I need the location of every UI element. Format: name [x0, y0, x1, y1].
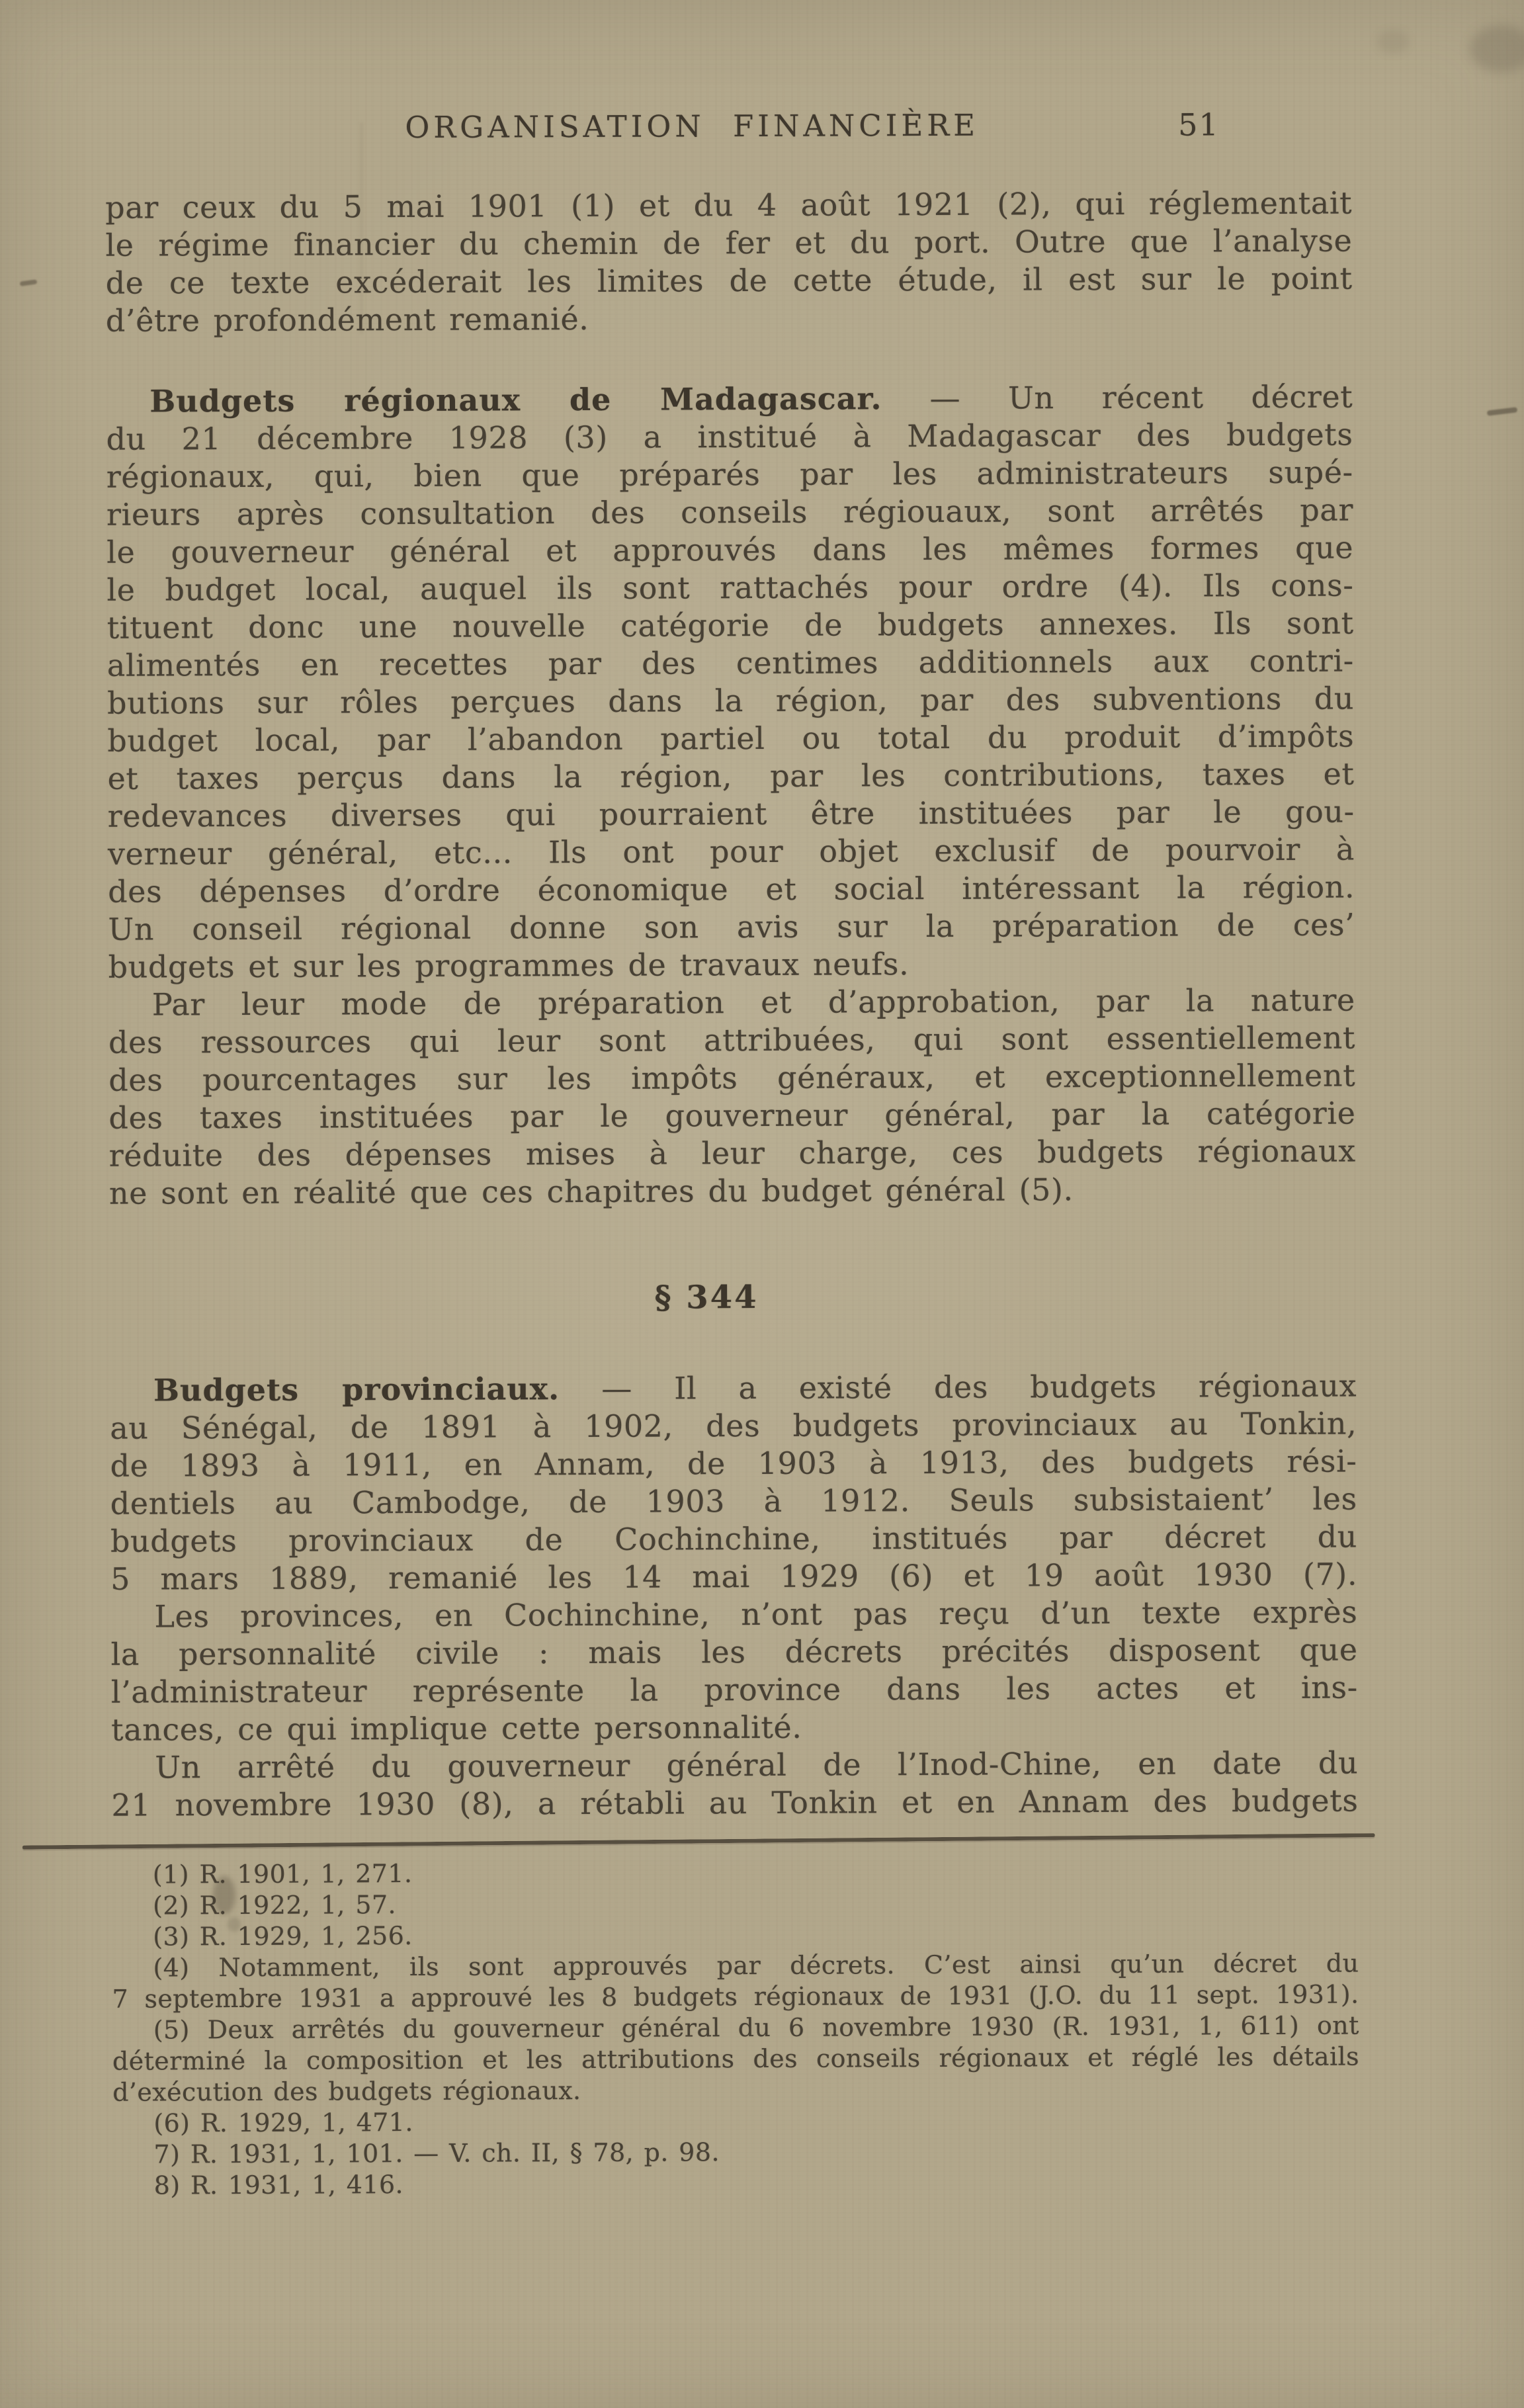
- body-line: le budget local, auquel ils sont rattachés pour ordre (4). Ils cons-: [106, 567, 1354, 608]
- body-line: [106, 378, 1353, 421]
- running-title: ORGANISATION FINANCIÈRE: [405, 107, 980, 146]
- footnote-line: (3) R. 1929, 1, 256.: [153, 1921, 413, 1952]
- body-line: le gouverneur général et approuvés dans les mêmes formes que: [106, 529, 1354, 570]
- footnotes: [112, 1855, 1360, 2202]
- body-line: Les provinces, en Cochinchine, n’ont pas reçu d’un texte exprès: [154, 1594, 1358, 1635]
- body-line: la personnalité civile : mais les décrets précités disposent que: [110, 1631, 1358, 1672]
- paragraph-opening-text: — Il a existé des budgets régionaux: [601, 1367, 1357, 1406]
- body-line: 5 mars 1889, remanié les 14 mai 1929 (6) et 19 août 1930 (7).: [110, 1556, 1358, 1597]
- body-line: [110, 1367, 1357, 1410]
- body-line: régionaux, qui, bien que préparés par les administrateurs supé-: [106, 454, 1353, 495]
- paragraph-provinciaux: [110, 1367, 1357, 1598]
- body-line: dentiels au Cambodge, de 1903 à 1912. Seuls subsistaient’ les: [110, 1481, 1357, 1522]
- body-line: d’être profondément remanié.: [105, 300, 589, 339]
- body-line: Par leur mode de préparation et d’approbation, par la nature: [151, 982, 1355, 1023]
- footnote-line: d’exécution des budgets régionaux.: [112, 2076, 581, 2107]
- body-line: des ressources qui leur sont attribuées, qui sont essentiellement: [108, 1019, 1356, 1060]
- paragraph-provinces: [110, 1594, 1358, 1749]
- body-line: des pourcentages sur les impôts généraux, et exceptionnellement: [108, 1057, 1356, 1098]
- body-line: l’administrateur représente la province dans les actes et ins-: [110, 1669, 1358, 1710]
- body-line: redevances diverses qui pourraient être instituées par le gou-: [107, 793, 1355, 834]
- body-line: budgets provinciaux de Cochinchine, institués par décret du: [110, 1518, 1358, 1559]
- paragraph-opening-text: — Un récent décret: [929, 378, 1353, 417]
- body-line: du 21 décembre 1928 (3) a institué à Madagascar des budgets: [106, 416, 1353, 457]
- body-line: ne sont en réalité que ces chapitres du budget général (5).: [108, 1172, 1074, 1211]
- body-line: des taxes instituées par le gouverneur général, par la catégorie: [108, 1095, 1356, 1136]
- paragraph-arrete: [111, 1744, 1358, 1825]
- body-line: 21 novembre 1930 (8), a rétabli au Tonkin et en Annam des budgets: [111, 1782, 1359, 1823]
- body-line: budgets et sur les programmes de travaux neufs.: [108, 946, 910, 985]
- body-line: réduite des dépenses mises à leur charge, ces budgets régionaux: [108, 1133, 1356, 1174]
- body-line: Un conseil régional donne son avis sur la préparation de ces’: [108, 906, 1355, 947]
- body-line: Un arrêté du gouverneur général de l’Inod-Chine, en date du: [155, 1744, 1359, 1785]
- page-number: 51: [1178, 107, 1220, 143]
- body-line: rieurs après consultation des conseils régiouaux, sont arrêtés par: [106, 492, 1354, 533]
- page-header: [105, 104, 1352, 151]
- body-line: au Sénégal, de 1891 à 1902, des budgets provinciaux au Tonkin,: [110, 1405, 1357, 1446]
- paragraph-intro: [105, 185, 1353, 340]
- body-line: de 1893 à 1911, en Annam, de 1903 à 1913, des budgets rési-: [110, 1443, 1357, 1484]
- footnote-line: déterminé la composition et les attributions des conseils régionaux et réglé les détails: [112, 2042, 1360, 2076]
- footnote-line: (2) R. 1922, 1, 57.: [152, 1890, 397, 1920]
- footnote-line: 7 septembre 1931 a approuvé les 8 budgets régionaux de 1931 (J.O. du 11 sept. 1931).: [112, 1979, 1359, 2014]
- body-line: tituent donc une nouvelle catégorie de budgets annexes. Ils sont: [106, 605, 1354, 646]
- body-line: de ce texte excéderait les limites de cette étude, il est sur le point: [105, 260, 1353, 301]
- body-line: le régime financier du chemin de fer et du port. Outre que l’analyse: [105, 222, 1353, 263]
- footnote-line: (6) R. 1929, 1, 471.: [153, 2108, 413, 2138]
- footnote-line: (5) Deux arrêtés du gouverneur général du 6 novembre 1930 (R. 1931, 1, 611) ont: [153, 2010, 1359, 2045]
- paragraph-heading-bold: Budgets provinciaux.: [153, 1371, 560, 1408]
- body-line: verneur général, etc... Ils ont pour objet exclusif de pourvoir à: [107, 831, 1355, 872]
- body-line: tances, ce qui implique cette personnalité.: [110, 1709, 802, 1748]
- body-line: et taxes perçus dans la région, par les contributions, taxes et: [107, 755, 1355, 796]
- footnote-line: (4) Notamment, ils sont approuvés par décrets. C’est ainsi qu’un décret du: [153, 1948, 1359, 1983]
- footnote-line: 8) R. 1931, 1, 416.: [153, 2170, 404, 2200]
- paragraph-madagascar: [106, 378, 1355, 986]
- paragraph-mode: [108, 982, 1356, 1213]
- footnote-separator-rule: [22, 1833, 1375, 1850]
- body-line: des dépenses d’ordre économique et social intéressant la région.: [108, 869, 1355, 910]
- body-line: budget local, par l’abandon partiel ou total du produit d’impôts: [107, 718, 1355, 759]
- footnote-line: (1) R. 1901, 1, 271.: [152, 1859, 413, 1889]
- footnote-line: 7) R. 1931, 1, 101. — V. ch. II, § 78, p. 98.: [153, 2137, 720, 2169]
- body-line: alimentés en recettes par des centimes additionnels aux contri-: [106, 642, 1354, 683]
- body-line: par ceux du 5 mai 1901 (1) et du 4 août 1921 (2), qui réglementait: [105, 185, 1353, 226]
- body-line: butions sur rôles perçues dans la région, par des subventions du: [106, 680, 1355, 721]
- section-heading: § 344: [654, 1279, 759, 1316]
- paragraph-heading-bold: Budgets régionaux de Madagascar.: [149, 380, 882, 419]
